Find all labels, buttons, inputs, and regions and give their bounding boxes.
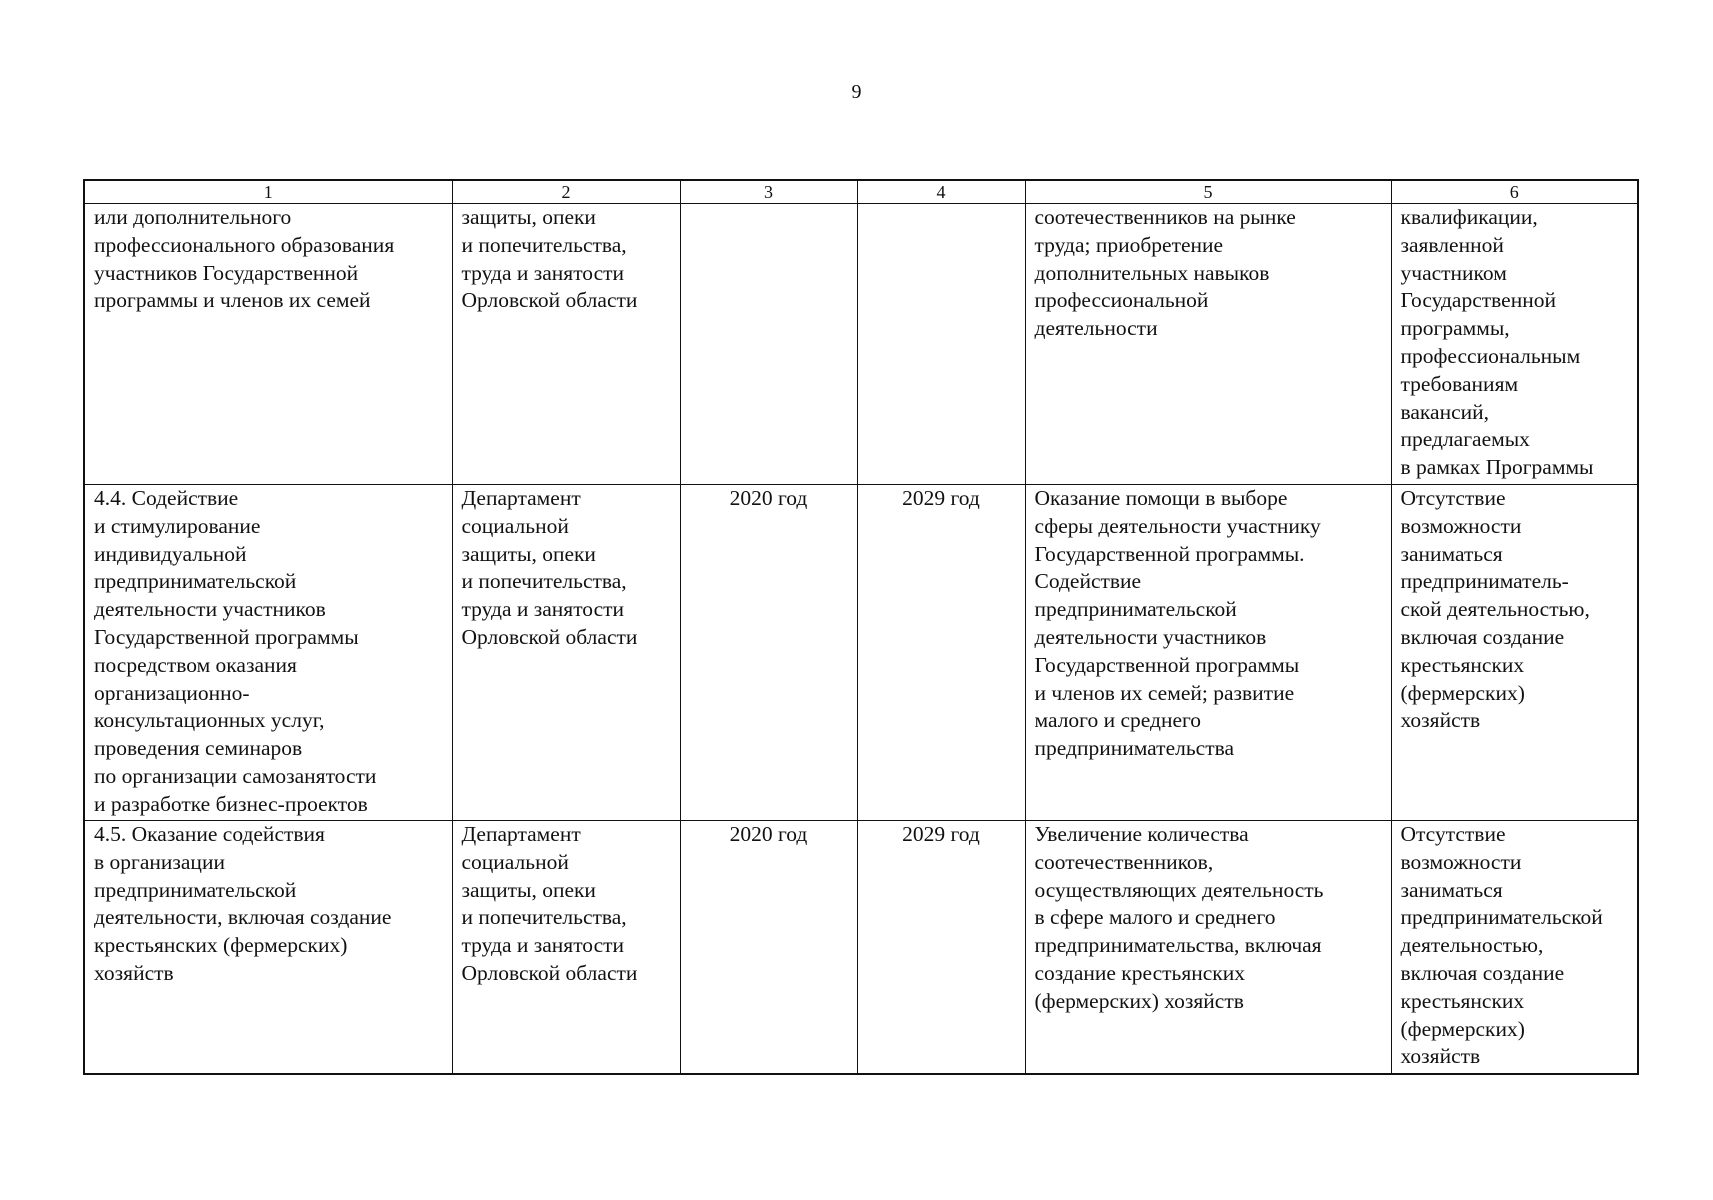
end-year-cell: 2029 год: [857, 485, 1025, 821]
column-header-4: 4: [857, 180, 1025, 204]
consequences-cell: квалификации, заявленной участником Государственной программы, профессиональным требованиям вакансий, предлагаемых в рамках Программы: [1391, 204, 1638, 485]
column-number-row: [84, 180, 1638, 204]
executor-cell: Департамент социальной защиты, опеки и попечительства, труда и занятости Орловской области: [452, 485, 680, 821]
measures-table: [83, 179, 1639, 1075]
end-year-cell: 2029 год: [857, 821, 1025, 1074]
start-year-cell: [680, 204, 857, 485]
table-row: [84, 821, 1638, 1074]
column-header-3: 3: [680, 180, 857, 204]
start-year-cell: 2020 год: [680, 485, 857, 821]
column-header-6: 6: [1391, 180, 1638, 204]
end-year-cell: [857, 204, 1025, 485]
measure-name-cell: 4.4. Содействие и стимулирование индивидуальной предпринимательской деятельности участников Государственной программы посредством оказания организационно- консультационных услуг, проведения семинаров по организации самозанятости и разработке бизнес-проектов: [84, 485, 452, 821]
column-header-1: 1: [84, 180, 452, 204]
expected-result-cell: соотечественников на рынке труда; приобретение дополнительных навыков профессиональной деятельности: [1025, 204, 1391, 485]
executor-cell: Департамент социальной защиты, опеки и попечительства, труда и занятости Орловской области: [452, 821, 680, 1074]
expected-result-cell: Оказание помощи в выборе сферы деятельности участнику Государственной программы. Содействие предпринимательской деятельности участников Государственной программы и членов их семей; развитие малого и среднего предпринимательства: [1025, 485, 1391, 821]
consequences-cell: Отсутствие возможности заниматься предпринимательской деятельностью, включая создание крестьянских (фермерских) хозяйств: [1391, 821, 1638, 1074]
page-number: 9: [851, 81, 862, 103]
column-header-5: 5: [1025, 180, 1391, 204]
measure-name-cell: 4.5. Оказание содействия в организации предпринимательской деятельности, включая создание крестьянских (фермерских) хозяйств: [84, 821, 452, 1074]
table-row: [84, 204, 1638, 485]
start-year-cell: 2020 год: [680, 821, 857, 1074]
table-row: [84, 485, 1638, 821]
consequences-cell: Отсутствие возможности заниматься предприниматель- ской деятельностью, включая создание крестьянских (фермерских) хозяйств: [1391, 485, 1638, 821]
executor-cell: защиты, опеки и попечительства, труда и занятости Орловской области: [452, 204, 680, 485]
measure-name-cell: или дополнительного профессионального образования участников Государственной программы и членов их семей: [84, 204, 452, 485]
column-header-2: 2: [452, 180, 680, 204]
expected-result-cell: Увеличение количества соотечественников, осуществляющих деятельность в сфере малого и среднего предпринимательства, включая создание крестьянских (фермерских) хозяйств: [1025, 821, 1391, 1074]
